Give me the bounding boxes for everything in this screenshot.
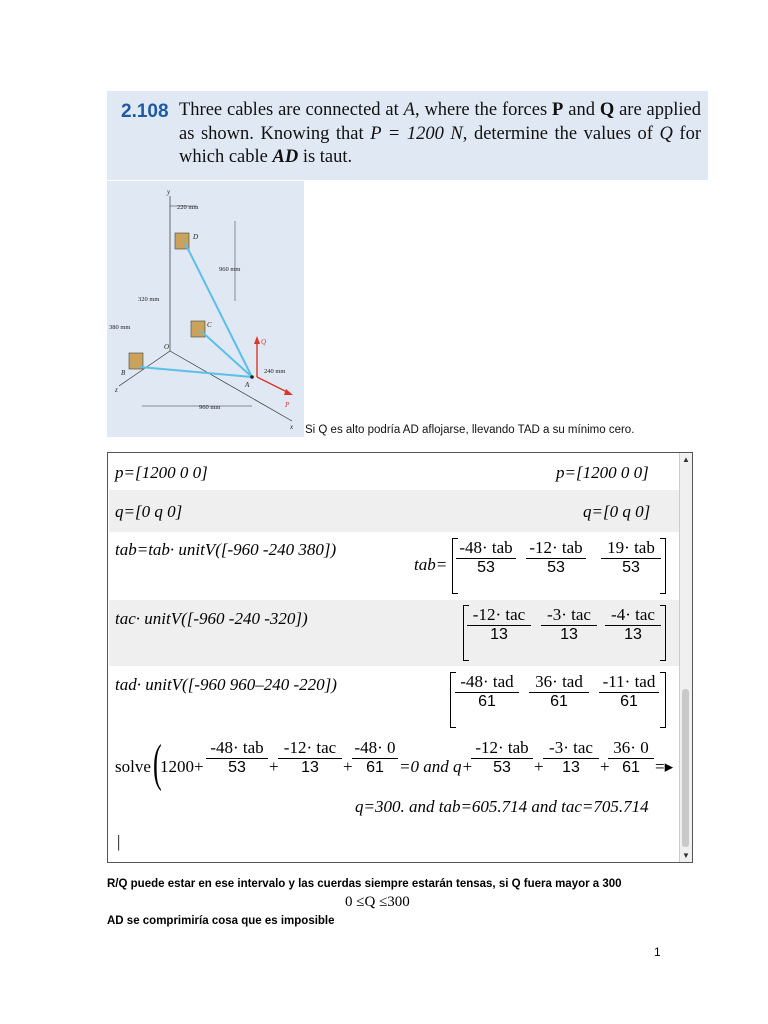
problem-text-part: and <box>563 100 600 120</box>
calc-row-tab <box>109 532 681 600</box>
frac-den: 53 <box>493 759 511 776</box>
row2-input: q=[0 q 0] <box>115 502 183 521</box>
row4-frac-2 <box>541 605 597 644</box>
row1-input: p=[1200 0 0] <box>115 463 208 482</box>
x-axis-label: x <box>290 423 294 431</box>
problem-text <box>179 99 701 170</box>
frac-num: -12· tac <box>467 605 531 626</box>
frac-den: 13 <box>301 759 319 776</box>
frac-den: 61 <box>620 693 638 710</box>
frac-den: 13 <box>560 626 578 643</box>
cable-ad-label: AD <box>272 147 299 167</box>
frac-den: 13 <box>562 759 580 776</box>
problem-text-part: for which cable <box>179 123 701 167</box>
solve-frac-1 <box>206 738 268 777</box>
row3-input: tab=tab· unitV([-960 -240 380]) <box>115 540 337 559</box>
cable-diagram <box>107 181 304 437</box>
frac-num: -48· tab <box>206 738 268 759</box>
point-a-label: A <box>403 100 415 120</box>
row2-output: q=[0 q 0] <box>583 502 651 521</box>
answer-line-2: AD se comprimiría cosa que es imposible <box>107 915 335 927</box>
frac-num: -12· tab <box>526 538 586 559</box>
point-b-label: B <box>121 369 126 377</box>
row3-frac-3 <box>601 538 661 577</box>
support-c <box>191 321 205 337</box>
row3-bracket-right <box>660 538 666 594</box>
force-q-figure-label: Q <box>261 338 267 346</box>
row3-prefix: tab= <box>414 555 448 574</box>
dim-960-horizontal: 960 mm <box>199 404 221 411</box>
calculator-scrollbar[interactable] <box>679 453 692 862</box>
y-axis-label: y <box>167 188 171 196</box>
calculator-content[interactable] <box>109 454 681 861</box>
problem-text-part: is taut. <box>298 147 353 167</box>
row1-output: p=[1200 0 0] <box>556 463 649 482</box>
row3-frac-2 <box>526 538 586 577</box>
frac-den: 61 <box>622 759 640 776</box>
row5-frac-2 <box>529 672 589 711</box>
dim-960-vertical: 960 mm <box>219 266 241 273</box>
frac-num: -3· tac <box>543 738 599 759</box>
force-p-figure-label: P <box>285 401 290 409</box>
plus: + <box>343 757 353 776</box>
frac-num: 19· tab <box>601 538 661 559</box>
force-q-label: Q <box>599 100 615 120</box>
q-symbol: Q <box>659 123 673 144</box>
problem-statement <box>107 91 708 180</box>
calc-row-tac <box>109 600 681 666</box>
frac-den: 53 <box>228 759 246 776</box>
plus: + <box>534 757 544 776</box>
answer-line-1: R/Q puede estar en ese intervalo y las cuerdas siempre estarán tensas, si Q fuera mayor a 300 <box>107 878 622 890</box>
dim-380: 380 mm <box>109 324 131 331</box>
input-cursor[interactable]: | <box>117 832 121 851</box>
point-a <box>250 375 254 379</box>
frac-den: 13 <box>490 626 508 643</box>
calc-row-p <box>109 454 681 490</box>
calc-row-q <box>109 490 681 532</box>
frac-num: -11· tad <box>599 672 659 693</box>
frac-den: 61 <box>366 759 384 776</box>
frac-den: 53 <box>622 559 640 576</box>
cable-ab <box>140 367 252 377</box>
row5-input: tad· unitV([-960 960–240 -220]) <box>115 675 337 694</box>
calc-row-solve <box>109 736 681 861</box>
problem-figure <box>107 181 304 437</box>
page-number: 1 <box>654 945 661 959</box>
row4-frac-1 <box>467 605 531 644</box>
solve-arrow: =▸ <box>655 757 674 776</box>
frac-num: -48· tab <box>456 538 516 559</box>
origin-label: O <box>164 343 170 351</box>
dim-240: 240 mm <box>264 368 286 375</box>
frac-den: 61 <box>478 693 496 710</box>
frac-num: -48· 0 <box>352 738 398 759</box>
scroll-up-icon[interactable]: ▲ <box>682 455 690 464</box>
frac-den: 53 <box>547 559 565 576</box>
force-p-label: P <box>552 100 564 120</box>
dim-320: 320 mm <box>138 296 160 303</box>
plus: + <box>269 757 279 776</box>
solve-keyword: solve <box>115 757 151 776</box>
scroll-down-icon[interactable]: ▼ <box>682 851 690 860</box>
row4-bracket-right <box>660 605 666 661</box>
point-a-label: A <box>245 381 250 389</box>
frac-num: 36· 0 <box>608 738 654 759</box>
solve-result: q=300. and tab=605.714 and tac=705.714 <box>355 797 649 816</box>
solve-frac-2 <box>278 738 342 777</box>
row4-input: tac· unitV([-960 -240 -320]) <box>115 609 308 628</box>
problem-text-part: , determine the values of <box>462 123 660 144</box>
z-axis-label: z <box>115 386 118 394</box>
row3-frac-1 <box>456 538 516 577</box>
scrollbar-thumb[interactable] <box>682 689 689 847</box>
solve-frac-3 <box>352 738 398 777</box>
solve-eq0: =0 and q+ <box>399 757 473 776</box>
calc-row-tad <box>109 666 681 736</box>
force-p-arrow <box>257 377 289 393</box>
frac-num: -12· tab <box>471 738 533 759</box>
row4-frac-3 <box>605 605 661 644</box>
solve-frac-6 <box>608 738 654 777</box>
point-c-label: C <box>207 321 212 329</box>
p-value: P = 1200 N <box>370 123 463 144</box>
note-text: Si Q es alto podría AD aflojarse, llevando TAD a su mínimo cero. <box>305 424 635 436</box>
frac-den: 61 <box>550 693 568 710</box>
solve-paren: ( <box>153 735 162 792</box>
problem-text-part: are applied as shown. Knowing that <box>179 100 701 144</box>
cable-ac <box>201 331 252 377</box>
cable-ad <box>185 243 252 377</box>
frac-num: -12· tac <box>278 738 342 759</box>
frac-num: -3· tac <box>541 605 597 626</box>
problem-text-part: , where the forces <box>414 100 553 120</box>
solve-frac-4 <box>471 738 533 777</box>
plus: + <box>600 757 610 776</box>
frac-den: 53 <box>477 559 495 576</box>
problem-text-part: Three cables are connected at <box>179 100 404 120</box>
frac-den: 13 <box>624 626 642 643</box>
answer-interval: 0 ≤Q ≤300 <box>345 894 410 910</box>
point-d-label: D <box>193 233 199 241</box>
dim-220: 220 mm <box>177 204 199 211</box>
frac-num: -4· tac <box>605 605 661 626</box>
frac-num: 36· tad <box>529 672 589 693</box>
row5-frac-3 <box>599 672 659 711</box>
frac-num: -48· tad <box>455 672 519 693</box>
problem-number: 2.108 <box>121 101 169 122</box>
solve-1200: 1200+ <box>160 757 204 776</box>
solve-frac-5 <box>543 738 599 777</box>
row5-frac-1 <box>455 672 519 711</box>
row5-bracket-right <box>660 672 666 728</box>
calculator-window <box>107 452 693 863</box>
